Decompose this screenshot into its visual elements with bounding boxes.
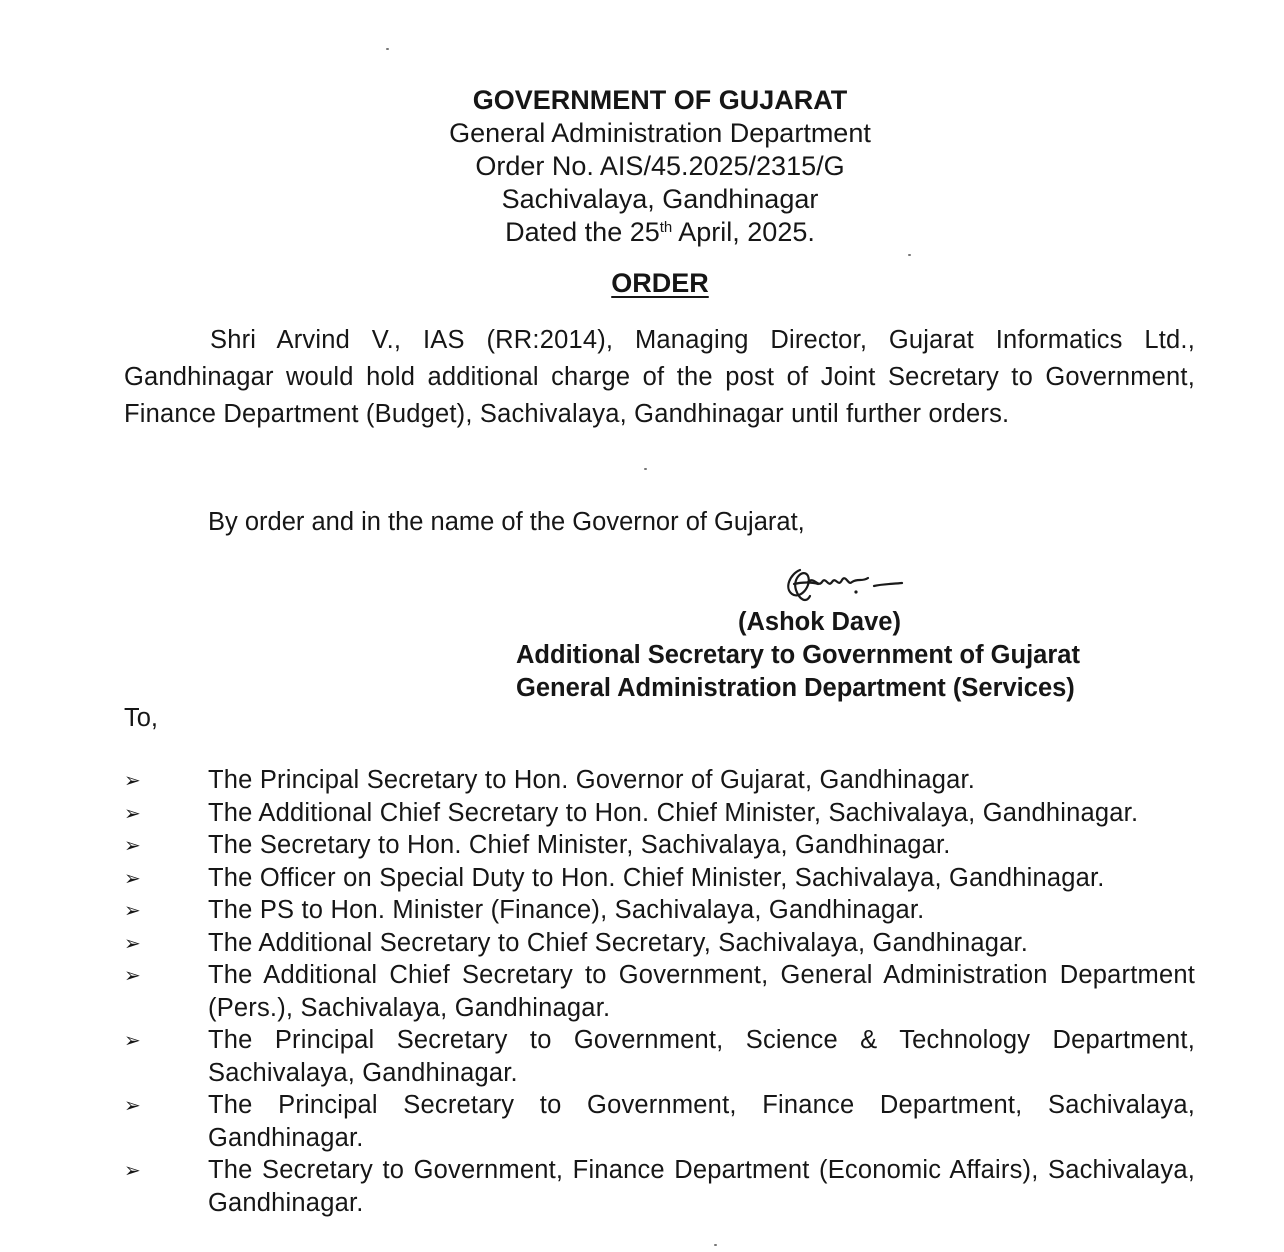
- recipient-text: The Officer on Special Duty to Hon. Chief Minister, Sachivalaya, Gandhinagar.: [208, 863, 1105, 892]
- arrow-bullet-icon: ➢: [124, 833, 141, 857]
- department-name: General Administration Department: [449, 118, 871, 148]
- arrow-bullet-icon: ➢: [124, 898, 141, 922]
- government-name: GOVERNMENT OF GUJARAT: [472, 85, 848, 115]
- arrow-bullet-icon: ➢: [124, 1158, 141, 1182]
- arrow-bullet-icon: ➢: [124, 800, 141, 825]
- scan-speck: [644, 468, 647, 470]
- recipient-text: The Principal Secretary to Government, Science & Technology Department, Sachivalaya, Gandhinagar.: [208, 1026, 1195, 1087]
- list-item: [124, 1024, 1195, 1089]
- date-prefix: Dated the 25: [505, 217, 660, 247]
- by-order-line: By order and in the name of the Governor of Gujarat,: [208, 508, 805, 536]
- order-heading: ORDER: [611, 268, 709, 298]
- date-superscript: th: [659, 219, 673, 236]
- recipient-text: The Principal Secretary to Hon. Governor of Gujarat, Gandhinagar.: [208, 766, 976, 794]
- scan-speck: [714, 1244, 717, 1246]
- list-item: [124, 764, 1195, 797]
- arrow-bullet-icon: ➢: [124, 1093, 141, 1117]
- signatory-designation: Additional Secretary to Government of Gujarat: [516, 641, 1080, 669]
- list-item: [124, 862, 1195, 895]
- arrow-bullet-icon: ➢: [124, 768, 141, 792]
- recipient-text: The PS to Hon. Minister (Finance), Sachivalaya, Gandhinagar.: [208, 896, 925, 924]
- list-item: [124, 797, 1195, 830]
- arrow-bullet-icon: ➢: [124, 1028, 141, 1052]
- list-item: [124, 959, 1195, 1024]
- list-item: [124, 1154, 1195, 1219]
- signatory-block: [516, 606, 1146, 705]
- list-item: [124, 894, 1195, 927]
- list-item: [124, 927, 1195, 960]
- recipient-text: The Secretary to Hon. Chief Minister, Sachivalaya, Gandhinagar.: [208, 831, 951, 859]
- recipient-text: The Principal Secretary to Government, Finance Department, Sachivalaya, Gandhinagar.: [208, 1091, 1195, 1152]
- scan-speck: [386, 48, 389, 50]
- order-place: Sachivalaya, Gandhinagar: [501, 184, 819, 214]
- list-item: [124, 1089, 1195, 1154]
- handwritten-signature-icon: [778, 562, 918, 612]
- order-date: [0, 216, 1284, 249]
- recipient-list: [124, 764, 1195, 1219]
- arrow-bullet-icon: ➢: [124, 865, 141, 890]
- recipient-text: The Additional Secretary to Chief Secretary, Sachivalaya, Gandhinagar.: [208, 928, 1029, 957]
- recipient-text: The Additional Chief Secretary to Hon. Chief Minister, Sachivalaya, Gandhinagar.: [208, 798, 1139, 827]
- signatory-name: (Ashok Dave): [738, 608, 901, 636]
- scan-speck: [908, 254, 911, 256]
- signatory-department: General Administration Department (Services): [516, 674, 1075, 702]
- order-body-paragraph: Shri Arvind V., IAS (RR:2014), Managing Director, Gujarat Informatics Ltd., Gandhinagar would hold additional charge of the post of Joint Secretary to Government, Finance Department (Budget), Sachivalaya, Gandhinagar until further orders.: [124, 326, 1195, 428]
- document-header: [0, 84, 1284, 249]
- recipient-text: The Additional Chief Secretary to Government, General Administration Department (Pers.), Sachivalaya, Gandhinagar.: [208, 961, 1195, 1022]
- list-item: [124, 829, 1195, 862]
- date-suffix: April, 2025.: [672, 217, 815, 247]
- arrow-bullet-icon: ➢: [124, 930, 141, 955]
- to-label: To,: [124, 704, 159, 732]
- arrow-bullet-icon: ➢: [124, 963, 141, 987]
- recipient-text: The Secretary to Government, Finance Department (Economic Affairs), Sachivalaya, Gandhinagar.: [208, 1156, 1195, 1217]
- order-number: Order No. AIS/45.2025/2315/G: [475, 151, 845, 181]
